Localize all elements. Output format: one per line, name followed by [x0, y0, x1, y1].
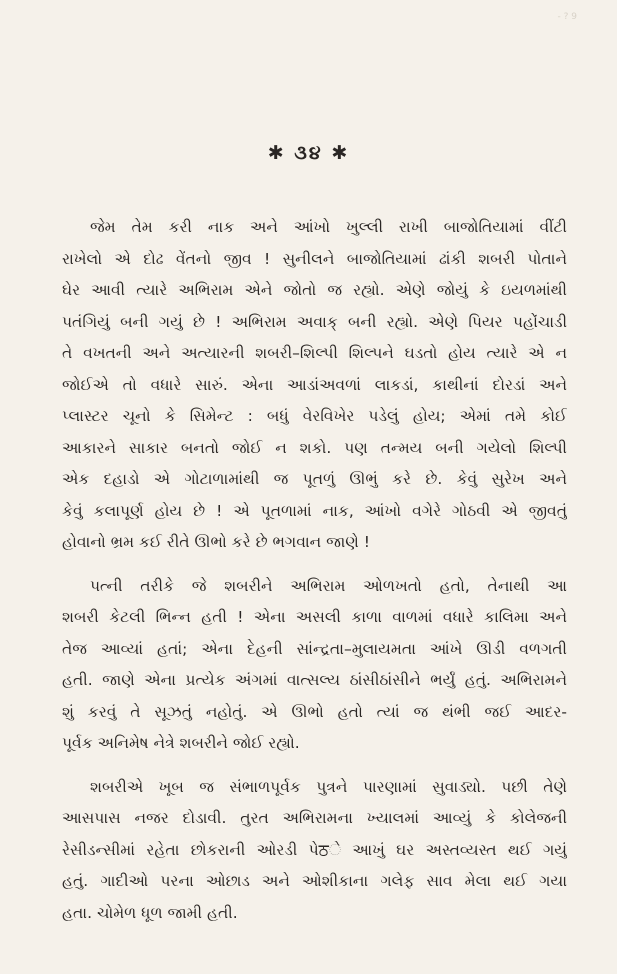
- text-line: રેસીડન્સીમાં રહેતા છોકરાની ઓરડી પેਠે આખું ઘર અસ્તવ્યસ્ત થઈ ગયું: [62, 840, 567, 859]
- text-line: તેજ આવ્યાં હતાં; એના દેહની સાંન્દ્રતા–મુલાયમતા આંખે ઊડી વળગતી: [62, 639, 567, 658]
- text-line: હતા. ચોમેળ ધૂળ જામી હતી.: [62, 903, 238, 922]
- chapter-heading: ✱ ૩૪ ✱: [267, 142, 350, 164]
- text-line: પતંગિયું બની ગયું છે ! અભિરામ અવાક્ બની રહ્યો. એણે પિયર પહોંચાડી: [62, 312, 567, 331]
- text-line: શું કરવું તે સૂઝતું નહોતું. એ ઊભો હતો ત્યાં જ થંભી જઈ આદર-: [62, 702, 567, 721]
- corner-mark: - ? 9: [557, 12, 577, 22]
- text-line: પત્ની તરીકે જે શબરીને અભિરામ ઓળખતો હતો, તેનાથી આ: [90, 576, 567, 595]
- text-line: પ્લાસ્ટર ચૂનો કે સિમેન્ટ : બધું વેરવિખેર પડેલું હોય; એમાં તમે કોઈ: [62, 407, 567, 425]
- text-line: શબરીએ ખૂબ જ સંભાળપૂર્વક પુત્રને પારણામાં સુવાડ્યો. પછી તેણે: [90, 777, 567, 796]
- text-line: તે વખતની અને અત્યારની શબરી–શિલ્પી શિલ્પને ઘડતો હોય ત્યારે એ ન: [62, 344, 567, 362]
- text-line: શબરી કેટલી ભિન્ન હતી ! એના અસલી કાળા વાળમાં વધારે કાલિમા અને: [62, 608, 567, 626]
- text-line: ઘેર આવી ત્યારે અભિરામ એને જોતો જ રહ્યો. એણે જોયું કે ઇયળમાંથી: [62, 281, 567, 299]
- text-line: પૂર્વક અનિમેષ નેત્રે શબરીને જોઈ રહ્યો.: [62, 734, 300, 752]
- text-line: એક દહાડો એ ગોટાળામાંથી જ પૂતળું ઊભું કરે છે. કેવું સુરેખ અને: [62, 470, 567, 488]
- text-line: હતું. ગાદીઓ પરના ઓછાડ અને ઓશીકાના ગલેફ સાવ મેલા થઈ ગયા: [62, 872, 567, 890]
- text-line: આકારને સાકાર બનતો જોઈ ન શકો. પણ તન્મય બની ગયેલો શિલ્પી: [62, 438, 567, 457]
- text-line: હોવાનો ભ્રમ કઈ રીતે ઊભો કરે છે ભગવાન જાણે !: [62, 533, 370, 551]
- paragraph: [62, 571, 567, 760]
- text-line: કેવું કલાપૂર્ણ હોય છે ! એ પૂતળામાં નાક, આંખો વગેરે ગોઠવી એ જીવતું: [62, 501, 567, 520]
- body-text: [62, 212, 567, 929]
- paragraph: [62, 212, 567, 559]
- text-line: રાખેલો એ દોઢ વેંતનો જીવ ! સુનીલને બાજોતિયામાં ઢાંકી શબરી પોતાને: [62, 249, 567, 268]
- paragraph: [62, 772, 567, 930]
- text-line: જેમ તેમ કરી નાક અને આંખો ખુલ્લી રાખી બાજોતિયામાં વીંટી: [90, 218, 567, 236]
- text-line: હતી. જાણે એના પ્રત્યેક અંગમાં વાત્સલ્ય ઠાંસીઠાંસીને ભર્યું હતું. અભિરામને: [62, 671, 567, 689]
- text-line: આસપાસ નજર દોડાવી. તુરત અભિરામના ખ્યાલમાં આવ્યું કે કોલેજની: [62, 809, 567, 827]
- text-line: જોઈએ તો વધારે સારું. એના આડાંઅવળાં લાકડાં, કાથીનાં દોરડાં અને: [62, 375, 567, 394]
